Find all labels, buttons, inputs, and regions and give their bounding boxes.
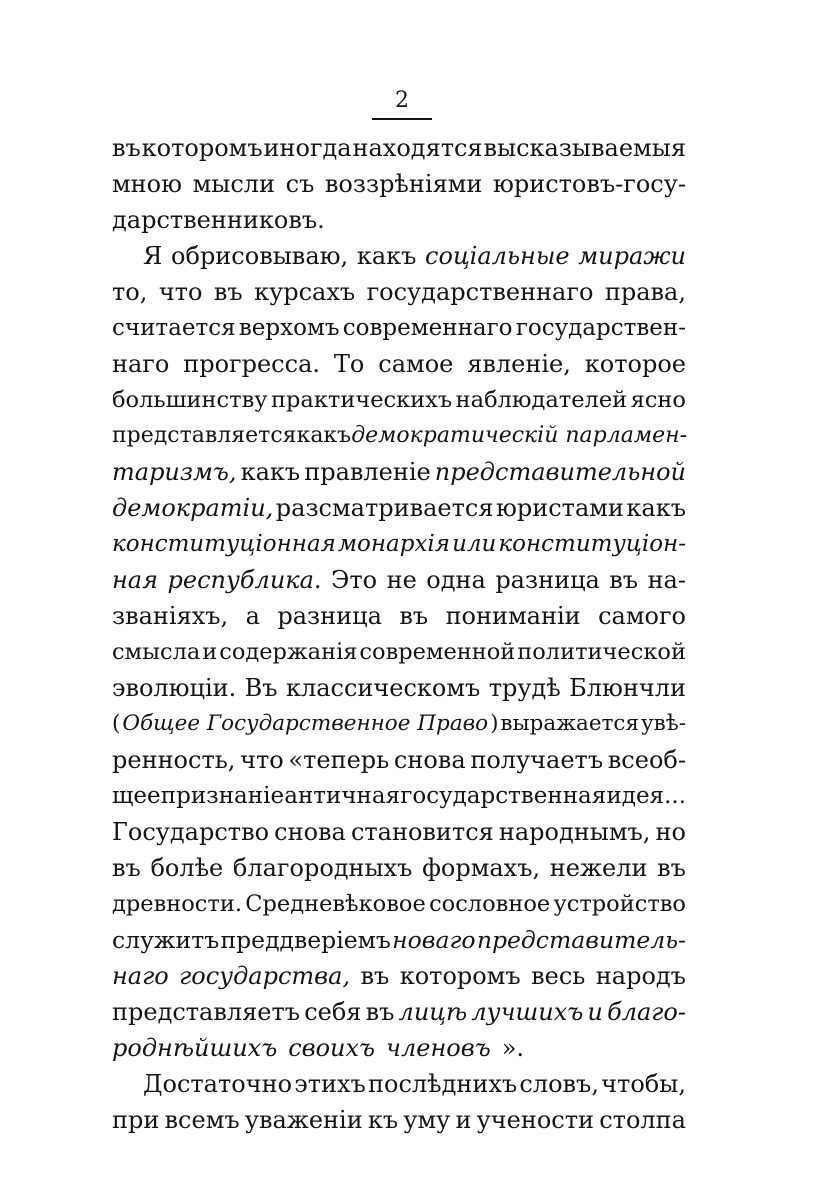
word: уму: [403, 1106, 451, 1134]
word: какъ: [240, 458, 301, 486]
word: ): [490, 711, 499, 736]
word: античная: [284, 783, 401, 809]
word: народнымъ,: [498, 818, 651, 846]
text-line: [112, 778, 686, 814]
text-line: [112, 814, 686, 850]
word: какъ: [296, 423, 352, 448]
emphasized-word: своихъ: [288, 1034, 376, 1062]
word: всеоб-: [607, 746, 686, 774]
emphasized-word: ная: [112, 566, 159, 594]
word: служитъ: [112, 926, 220, 954]
word: народъ: [595, 962, 686, 990]
word: что: [240, 746, 284, 774]
word: въ: [112, 134, 141, 162]
page-number: 2: [395, 88, 409, 113]
text-line: [112, 382, 686, 418]
word: въ: [657, 854, 686, 882]
word: представляетъ: [112, 998, 301, 1026]
text-line: [112, 418, 686, 454]
emphasized-word: или: [452, 531, 497, 557]
word: идея...: [606, 783, 686, 809]
word: содержанія: [219, 639, 358, 665]
word: увѣ-: [641, 711, 686, 736]
word: курсахъ: [254, 278, 356, 306]
word: то,: [112, 278, 148, 306]
word: которомъ: [399, 962, 521, 990]
word: одна: [426, 566, 486, 594]
word: государственнаго: [366, 278, 594, 306]
word: То: [333, 350, 365, 378]
word: въ: [360, 962, 390, 990]
emphasized-word: и: [587, 998, 603, 1026]
word: наго: [112, 350, 170, 378]
word: Блюнчли: [569, 674, 686, 702]
text-line: [112, 598, 686, 634]
word: разница: [277, 602, 382, 630]
text-line: [112, 706, 686, 742]
word: самого: [598, 602, 686, 630]
word: ясно: [630, 387, 686, 413]
emphasized-word: конституціон-: [498, 531, 686, 557]
word: выражается: [500, 711, 640, 736]
word: Достаточно: [143, 1070, 293, 1098]
text-line: [112, 130, 686, 166]
word: «теперь: [288, 746, 390, 774]
emphasized-word: новаго: [392, 926, 476, 954]
word: что: [158, 278, 203, 306]
word: на-: [647, 566, 686, 594]
text-line: [112, 274, 686, 310]
text-line: [112, 1102, 686, 1138]
emphasized-word: демократическій парламен-: [351, 423, 688, 448]
emphasized-word: роднѣйшихъ: [112, 1034, 278, 1062]
text-line: [112, 562, 686, 598]
text-line: [112, 310, 686, 346]
word: юристами: [495, 494, 624, 522]
word: устройство: [553, 891, 686, 917]
word: въ: [609, 566, 639, 594]
word: мною: [112, 170, 183, 198]
word: государствен-: [515, 315, 686, 341]
word: Это: [331, 566, 378, 594]
text-line: [112, 994, 686, 1030]
word: себя: [304, 998, 362, 1026]
word: классическомъ: [285, 674, 481, 702]
emphasized-word: лучшихъ: [471, 998, 584, 1026]
word: словъ,: [519, 1070, 599, 1098]
word: древности.: [112, 891, 242, 917]
emphasized-word: конституціонная: [112, 531, 336, 557]
emphasized-word: благо-: [607, 998, 686, 1026]
text-line: [112, 742, 686, 778]
word: какъ: [356, 242, 417, 270]
word: самое: [378, 350, 454, 378]
word: снова: [393, 746, 466, 774]
word: къ: [367, 1106, 399, 1134]
word: смысла: [112, 639, 201, 665]
word: воззрѣніями: [324, 170, 483, 198]
word: получаетъ: [470, 746, 604, 774]
word: въ: [399, 602, 429, 630]
word: разница: [495, 566, 600, 594]
text-line: [143, 1066, 686, 1102]
word: права,: [604, 278, 686, 306]
word: пониманіи: [445, 602, 581, 630]
word: которое: [584, 350, 686, 378]
word: прогресса.: [183, 350, 321, 378]
text-line: [112, 1030, 686, 1066]
word: въ: [112, 854, 141, 882]
text-line: [112, 166, 686, 202]
word: Государство: [112, 818, 270, 846]
text-line: [143, 238, 686, 274]
word: которомъ: [141, 134, 263, 162]
word: политической: [517, 639, 686, 665]
word: благородныхъ: [232, 854, 413, 882]
word: практическихъ: [271, 387, 453, 413]
word: представляется: [112, 423, 297, 448]
word: юристовъ-госу-: [492, 170, 686, 198]
word: и: [455, 1106, 472, 1134]
word: большинству: [112, 387, 268, 413]
word: высказываемыя: [483, 134, 686, 162]
word: ренность,: [112, 746, 236, 774]
word: считается: [112, 315, 236, 341]
word: Я: [143, 242, 163, 270]
text-line: [112, 526, 686, 562]
text-line: [112, 454, 686, 490]
word: обрисовываю,: [171, 242, 349, 270]
emphasized-word: государства,: [179, 962, 351, 990]
word: признаніе: [160, 783, 285, 809]
word: (: [112, 711, 121, 736]
word: и: [202, 639, 218, 665]
text-line: [112, 886, 686, 922]
word: трудѣ: [488, 674, 561, 702]
word: уваженіи: [244, 1106, 363, 1134]
word: этихъ: [294, 1070, 366, 1098]
word: Въ: [244, 674, 278, 702]
word: не: [386, 566, 417, 594]
word: преддверіемъ: [220, 926, 391, 954]
word: послѣднихъ: [368, 1070, 518, 1098]
word: иногда: [263, 134, 352, 162]
word: нежели: [549, 854, 648, 882]
word: снова: [274, 818, 346, 846]
word: эволюціи.: [112, 674, 237, 702]
word: верхомъ: [238, 315, 340, 341]
word: наблюдателей: [455, 387, 628, 413]
word: всемъ: [164, 1106, 240, 1134]
emphasized-word: лицѣ: [398, 998, 468, 1026]
word: сословное: [429, 891, 551, 917]
emphasized-word: соціальные: [425, 242, 570, 270]
text-line: [112, 958, 686, 994]
emphasized-word: Общее Государственное Право: [122, 711, 489, 736]
word: при: [112, 1106, 160, 1134]
word: но: [655, 818, 686, 846]
emphasized-word: членовъ: [386, 1034, 491, 1062]
word: становится: [350, 818, 494, 846]
word: какъ: [626, 494, 686, 522]
word: находятся: [352, 134, 483, 162]
text-line: [112, 346, 686, 382]
word: столпа: [599, 1106, 686, 1134]
emphasized-word: наго: [112, 962, 169, 990]
word: съ: [285, 170, 315, 198]
word: дарственниковъ.: [112, 206, 325, 234]
word: чтобы,: [601, 1070, 686, 1098]
text-line: [112, 202, 686, 238]
word: формахъ,: [422, 854, 541, 882]
word: ».: [501, 1034, 524, 1062]
word: учености: [476, 1106, 595, 1134]
word: въ: [213, 278, 243, 306]
emphasized-word: монархія: [337, 531, 451, 557]
word: Средневѣковое: [245, 891, 426, 917]
word: разсматривается: [275, 494, 494, 522]
word: болѣе: [150, 854, 224, 882]
word: щее: [112, 783, 161, 809]
word: явленіе,: [467, 350, 571, 378]
word: правленіе: [304, 458, 431, 486]
page-number-rule: [372, 118, 432, 120]
word: современной: [359, 639, 516, 665]
emphasized-word: таризмъ,: [112, 458, 237, 486]
word: мысли: [192, 170, 276, 198]
word: въ: [365, 998, 395, 1026]
emphasized-word: республика.: [167, 566, 322, 594]
emphasized-word: представительной: [434, 458, 686, 486]
emphasized-word: представитель-: [476, 926, 686, 954]
word: государственная: [400, 783, 607, 809]
emphasized-word: демократіи,: [112, 494, 274, 522]
word: а: [245, 602, 260, 630]
emphasized-word: миражи: [578, 242, 686, 270]
text-line: [112, 922, 686, 958]
word: званіяхъ,: [112, 602, 229, 630]
word: современнаго: [342, 315, 513, 341]
text-line: [112, 490, 686, 526]
word: весь: [531, 962, 586, 990]
text-line: [112, 670, 686, 706]
text-line: [112, 634, 686, 670]
text-line: [112, 850, 686, 886]
